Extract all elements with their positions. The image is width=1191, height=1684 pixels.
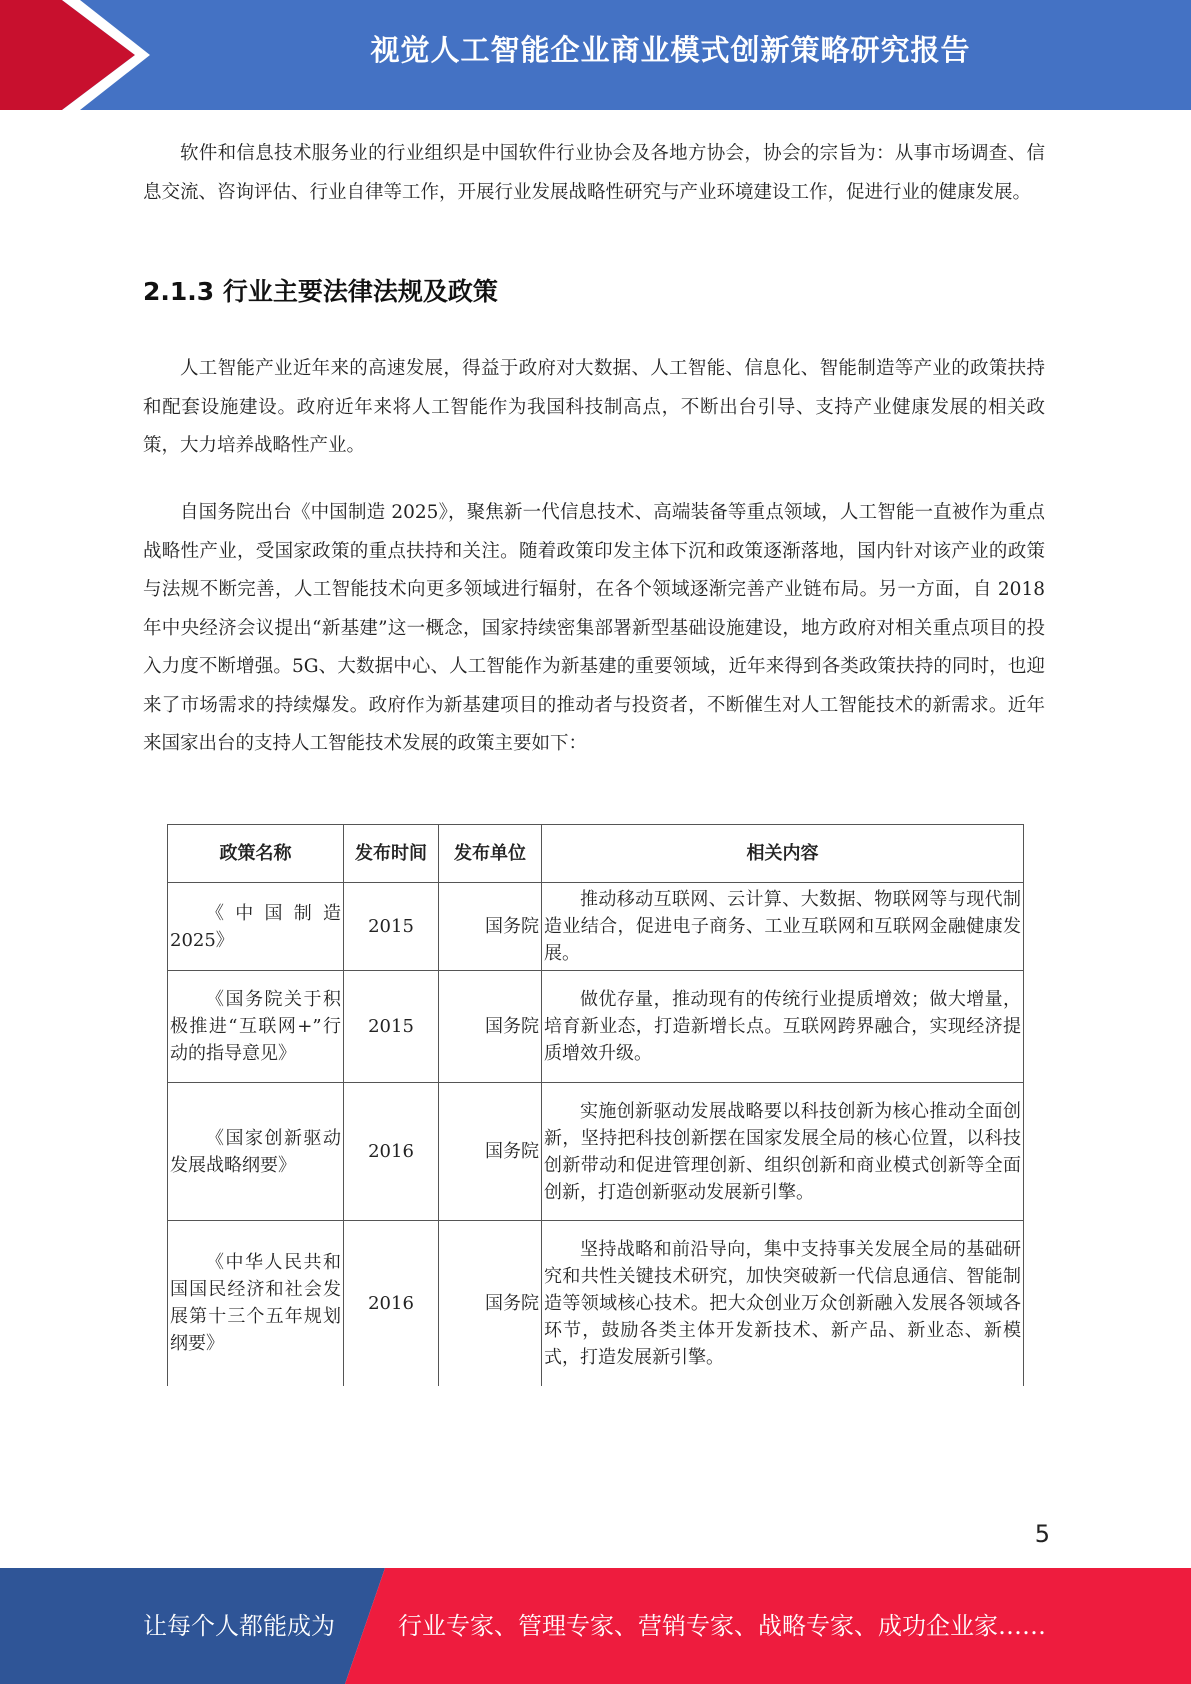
- policy-org: 国务院: [439, 1083, 542, 1221]
- policy-name: 《国务院关于积极推进“互联网+”行动的指导意见》: [168, 971, 344, 1083]
- footer-slogan-right: 行业专家、管理专家、营销专家、战略专家、成功企业家……: [398, 1612, 1046, 1640]
- intro-paragraph-block: [143, 135, 1045, 212]
- policy-name: 《中国制造 2025》: [168, 883, 344, 971]
- page-header: [0, 0, 1191, 110]
- policy-paragraph-block: [143, 350, 1045, 466]
- page-footer: [0, 1568, 1191, 1684]
- table-row: [168, 971, 1024, 1083]
- footer-slogan-left: 让每个人都能成为: [143, 1612, 335, 1640]
- header-policy-name: 政策名称: [168, 825, 344, 883]
- detail-paragraph-block: [143, 494, 1045, 764]
- policy-name: 《中华人民共和国国民经济和社会发展第十三个五年规划纲要》: [168, 1221, 344, 1386]
- section-heading: 2.1.3 行业主要法律法规及政策: [143, 277, 498, 306]
- header-release-org: 发布单位: [439, 825, 542, 883]
- policy-table: [167, 824, 1024, 1386]
- policy-detail: 推动移动互联网、云计算、大数据、物联网等与现代制造业结合，促进电子商务、工业互联网和互联网金融健康发展。: [542, 883, 1024, 971]
- table-row: [168, 1221, 1024, 1386]
- paragraph-made-in-china: 自国务院出台《中国制造 2025》，聚焦新一代信息技术、高端装备等重点领域，人工智能一直被作为重点战略性产业，受国家政策的重点扶持和关注。随着政策印发主体下沉和政策逐渐落地，国内针对该产业的政策与法规不断完善，人工智能技术向更多领域进行辐射，在各个领域逐渐完善产业链布局。另一方面，自 2018 年中央经济会议提出“新基建”这一概念，国家持续密集部署新型基础设施建设，地方政府对相关重点项目的投入力度不断增强。5G、大数据中心、人工智能作为新基建的重要领域，近年来得到各类政策扶持的同时，也迎来了市场需求的持续爆发。政府作为新基建项目的推动者与投资者，不断催生对人工智能技术的新需求。近年来国家出台的支持人工智能技术发展的政策主要如下：: [143, 502, 1045, 754]
- header-release-time: 发布时间: [344, 825, 439, 883]
- policy-year: 2016: [344, 1221, 439, 1386]
- policy-org: 国务院: [439, 1221, 542, 1386]
- policy-year: 2015: [344, 971, 439, 1083]
- policy-detail: 实施创新驱动发展战略要以科技创新为核心推动全面创新，坚持把科技创新摆在国家发展全局的核心位置，以科技创新带动和促进管理创新、组织创新和商业模式创新等全面创新，打造创新驱动发展新引擎。: [542, 1083, 1024, 1221]
- policy-detail: 做优存量，推动现有的传统行业提质增效；做大增量，培育新业态，打造新增长点。互联网跨界融合，实现经济提质增效升级。: [542, 971, 1024, 1083]
- policy-detail: 坚持战略和前沿导向，集中支持事关发展全局的基础研究和共性关键技术研究，加快突破新一代信息通信、智能制造等领域核心技术。把大众创业万众创新融入发展各领域各环节，鼓励各类主体开发新技术、新产品、新业态、新模式，打造发展新引擎。: [542, 1221, 1024, 1386]
- policy-name: 《国家创新驱动发展战略纲要》: [168, 1083, 344, 1221]
- table-header-row: [168, 825, 1024, 883]
- policy-org: 国务院: [439, 883, 542, 971]
- policy-year: 2015: [344, 883, 439, 971]
- table-row: [168, 1083, 1024, 1221]
- header-related-content: 相关内容: [542, 825, 1024, 883]
- page-number: 5: [1034, 1520, 1050, 1548]
- policy-org: 国务院: [439, 971, 542, 1083]
- report-title: 视觉人工智能企业商业模式创新策略研究报告: [370, 33, 971, 67]
- policy-year: 2016: [344, 1083, 439, 1221]
- paragraph-industry-org: 软件和信息技术服务业的行业组织是中国软件行业协会及各地方协会，协会的宗旨为：从事市场调查、信息交流、咨询评估、行业自律等工作，开展行业发展战略性研究与产业环境建设工作，促进行业的健康发展。: [143, 143, 1045, 203]
- table-row: [168, 883, 1024, 971]
- paragraph-policy-support: 人工智能产业近年来的高速发展，得益于政府对大数据、人工智能、信息化、智能制造等产业的政策扶持和配套设施建设。政府近年来将人工智能作为我国科技制高点，不断出台引导、支持产业健康发展的相关政策，大力培养战略性产业。: [143, 358, 1045, 456]
